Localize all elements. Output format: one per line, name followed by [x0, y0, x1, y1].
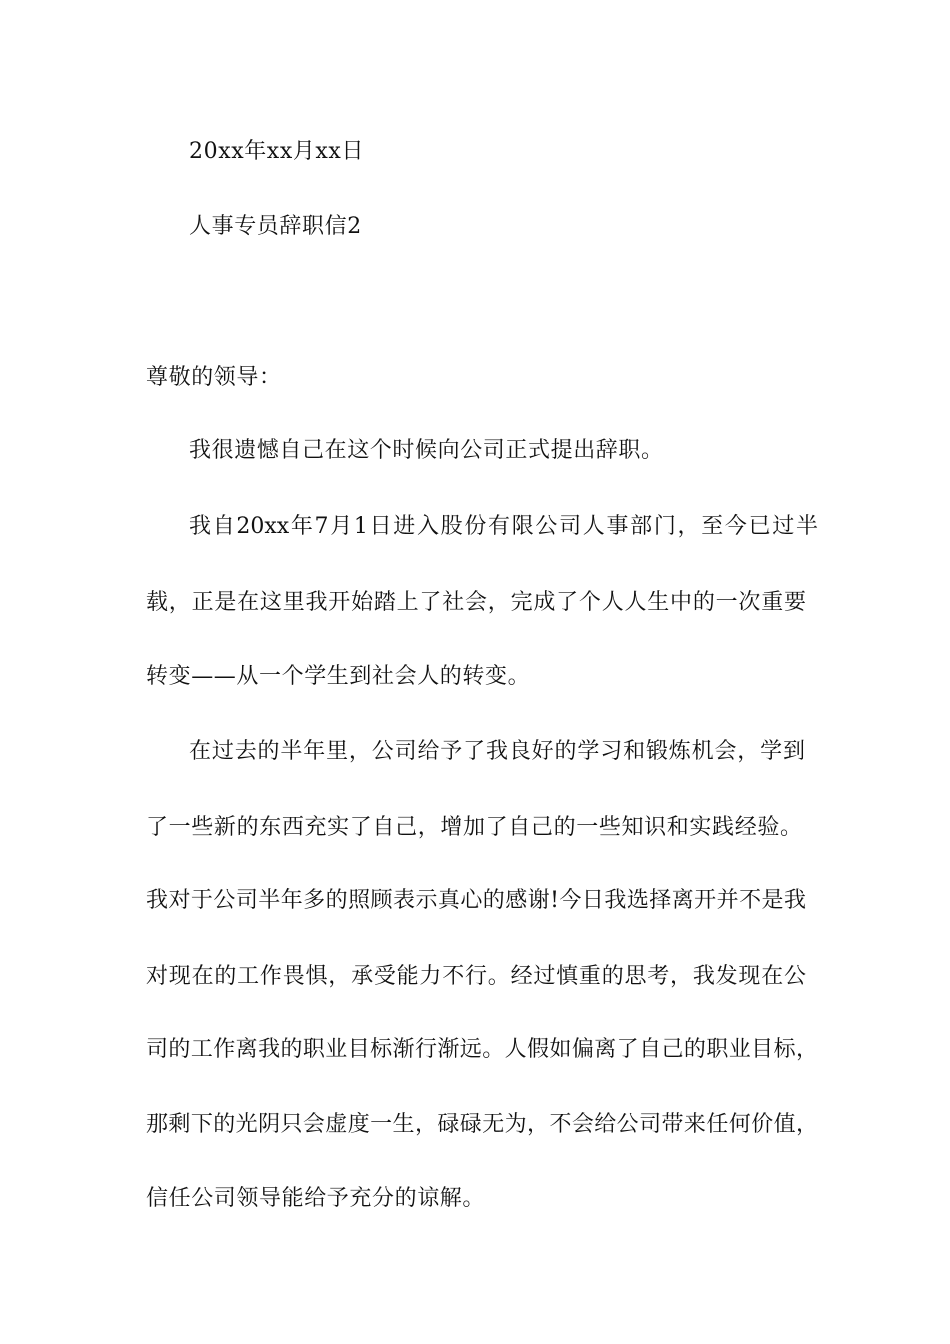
letter-date: 20xx年xx月xx日 — [189, 139, 365, 164]
paragraph-3-line-2: 了一些新的东西充实了自己，增加了自己的一些知识和实践经验。 — [146, 815, 802, 840]
paragraph-3-line-6: 那剩下的光阴只会虚度一生，碌碌无为，不会给公司带来任何价值， — [146, 1112, 818, 1137]
paragraph-3-line-7: 信任公司领导能给予充分的谅解。 — [146, 1186, 486, 1211]
paragraph-3-line-3: 我对于公司半年多的照顾表示真心的感谢!今日我选择离开并不是我 — [146, 888, 806, 913]
paragraph-3-line-5: 司的工作离我的职业目标渐行渐远。人假如偏离了自己的职业目标， — [146, 1037, 818, 1062]
paragraph-2-line-1: 我自20xx年7月1日进入股份有限公司人事部门，至今已过半 — [189, 514, 818, 539]
paragraph-3-line-1: 在过去的半年里，公司给予了我良好的学习和锻炼机会，学到 — [189, 739, 805, 764]
letter-title: 人事专员辞职信2 — [189, 214, 362, 239]
salutation: 尊敬的领导： — [146, 365, 282, 390]
paragraph-1-line-1: 我很遗憾自己在这个时候向公司正式提出辞职。 — [189, 438, 664, 463]
paragraph-2-line-2: 载，正是在这里我开始踏上了社会，完成了个人人生中的一次重要 — [146, 590, 806, 615]
paragraph-3-line-4: 对现在的工作畏惧，承受能力不行。经过慎重的思考，我发现在公 — [146, 964, 806, 989]
paragraph-2-line-3: 转变——从一个学生到社会人的转变。 — [146, 664, 531, 689]
